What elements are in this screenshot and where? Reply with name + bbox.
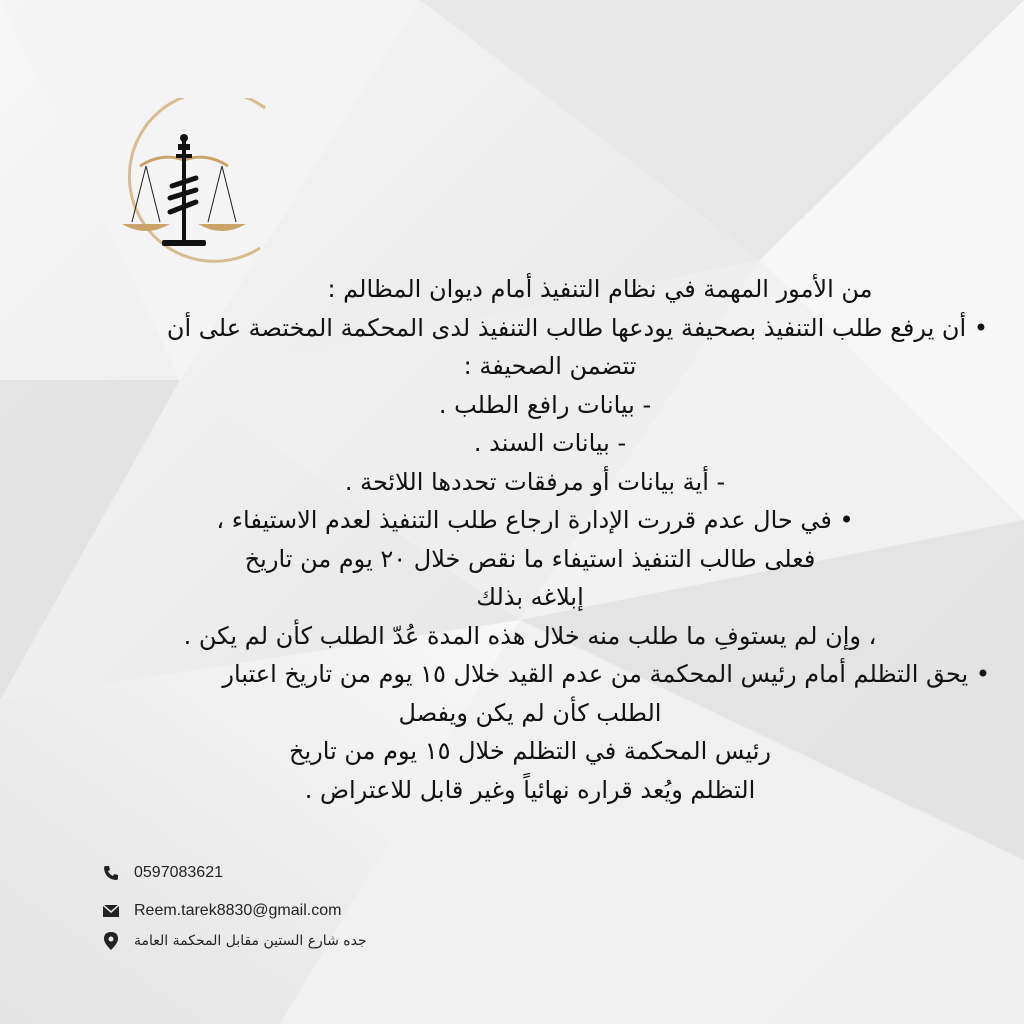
text-line: التظلم ويُعد قراره نهائياً وغير قابل للاعتراض .: [304, 775, 756, 804]
bullet-line-1: • أن يرفع طلب التنفيذ بصحيفة يودعها طالب التنفيذ لدى المحكمة المختصة على أن: [166, 313, 988, 342]
mail-icon: [102, 902, 120, 920]
text-line: فعلى طالب التنفيذ استيفاء ما نقص خلال ٢٠ يوم من تاريخ: [244, 544, 816, 573]
contact-phone[interactable]: [102, 864, 223, 882]
list-item: - أية بيانات أو مرفقات تحددها اللائحة .: [344, 467, 726, 496]
bullet-line-3: • يحق التظلم أمام رئيس المحكمة من عدم القيد خلال ١٥ يوم من تاريخ اعتبار: [222, 660, 990, 688]
contact-email[interactable]: [102, 902, 341, 920]
bullet-line-2: • في حال عدم قررت الإدارة ارجاع طلب التنفيذ لعدم الاستيفاء ،: [216, 506, 854, 534]
contact-address: [102, 932, 367, 950]
text-line: الطلب كأن لم يكن ويفصل: [398, 698, 662, 727]
text-line: رئيس المحكمة في التظلم خلال ١٥ يوم من تاريخ: [289, 737, 771, 765]
scales-of-justice-icon: [100, 98, 275, 278]
heading: من الأمور المهمة في نظام التنفيذ أمام ديوان المظالم :: [327, 275, 873, 303]
text-line: تتضمن الصحيفة :: [463, 352, 637, 380]
list-item: - بيانات رافع الطلب .: [438, 390, 652, 419]
list-item: - بيانات السند .: [473, 429, 627, 457]
phone-icon: [102, 864, 120, 882]
email-address: Reem.tarek8830@gmail.com: [134, 902, 342, 919]
text-line: إبلاغه بذلك: [476, 583, 584, 611]
phone-number: 0597083621: [134, 864, 223, 881]
main-text: [70, 270, 990, 809]
location-pin-icon: [102, 932, 120, 950]
address-text: جده شارع الستين مقابل المحكمة العامة: [134, 933, 367, 949]
text-line: ، وإن لم يستوفِ ما طلب منه خلال هذه المدة عُدّ الطلب كأن لم يكن .: [183, 621, 877, 650]
